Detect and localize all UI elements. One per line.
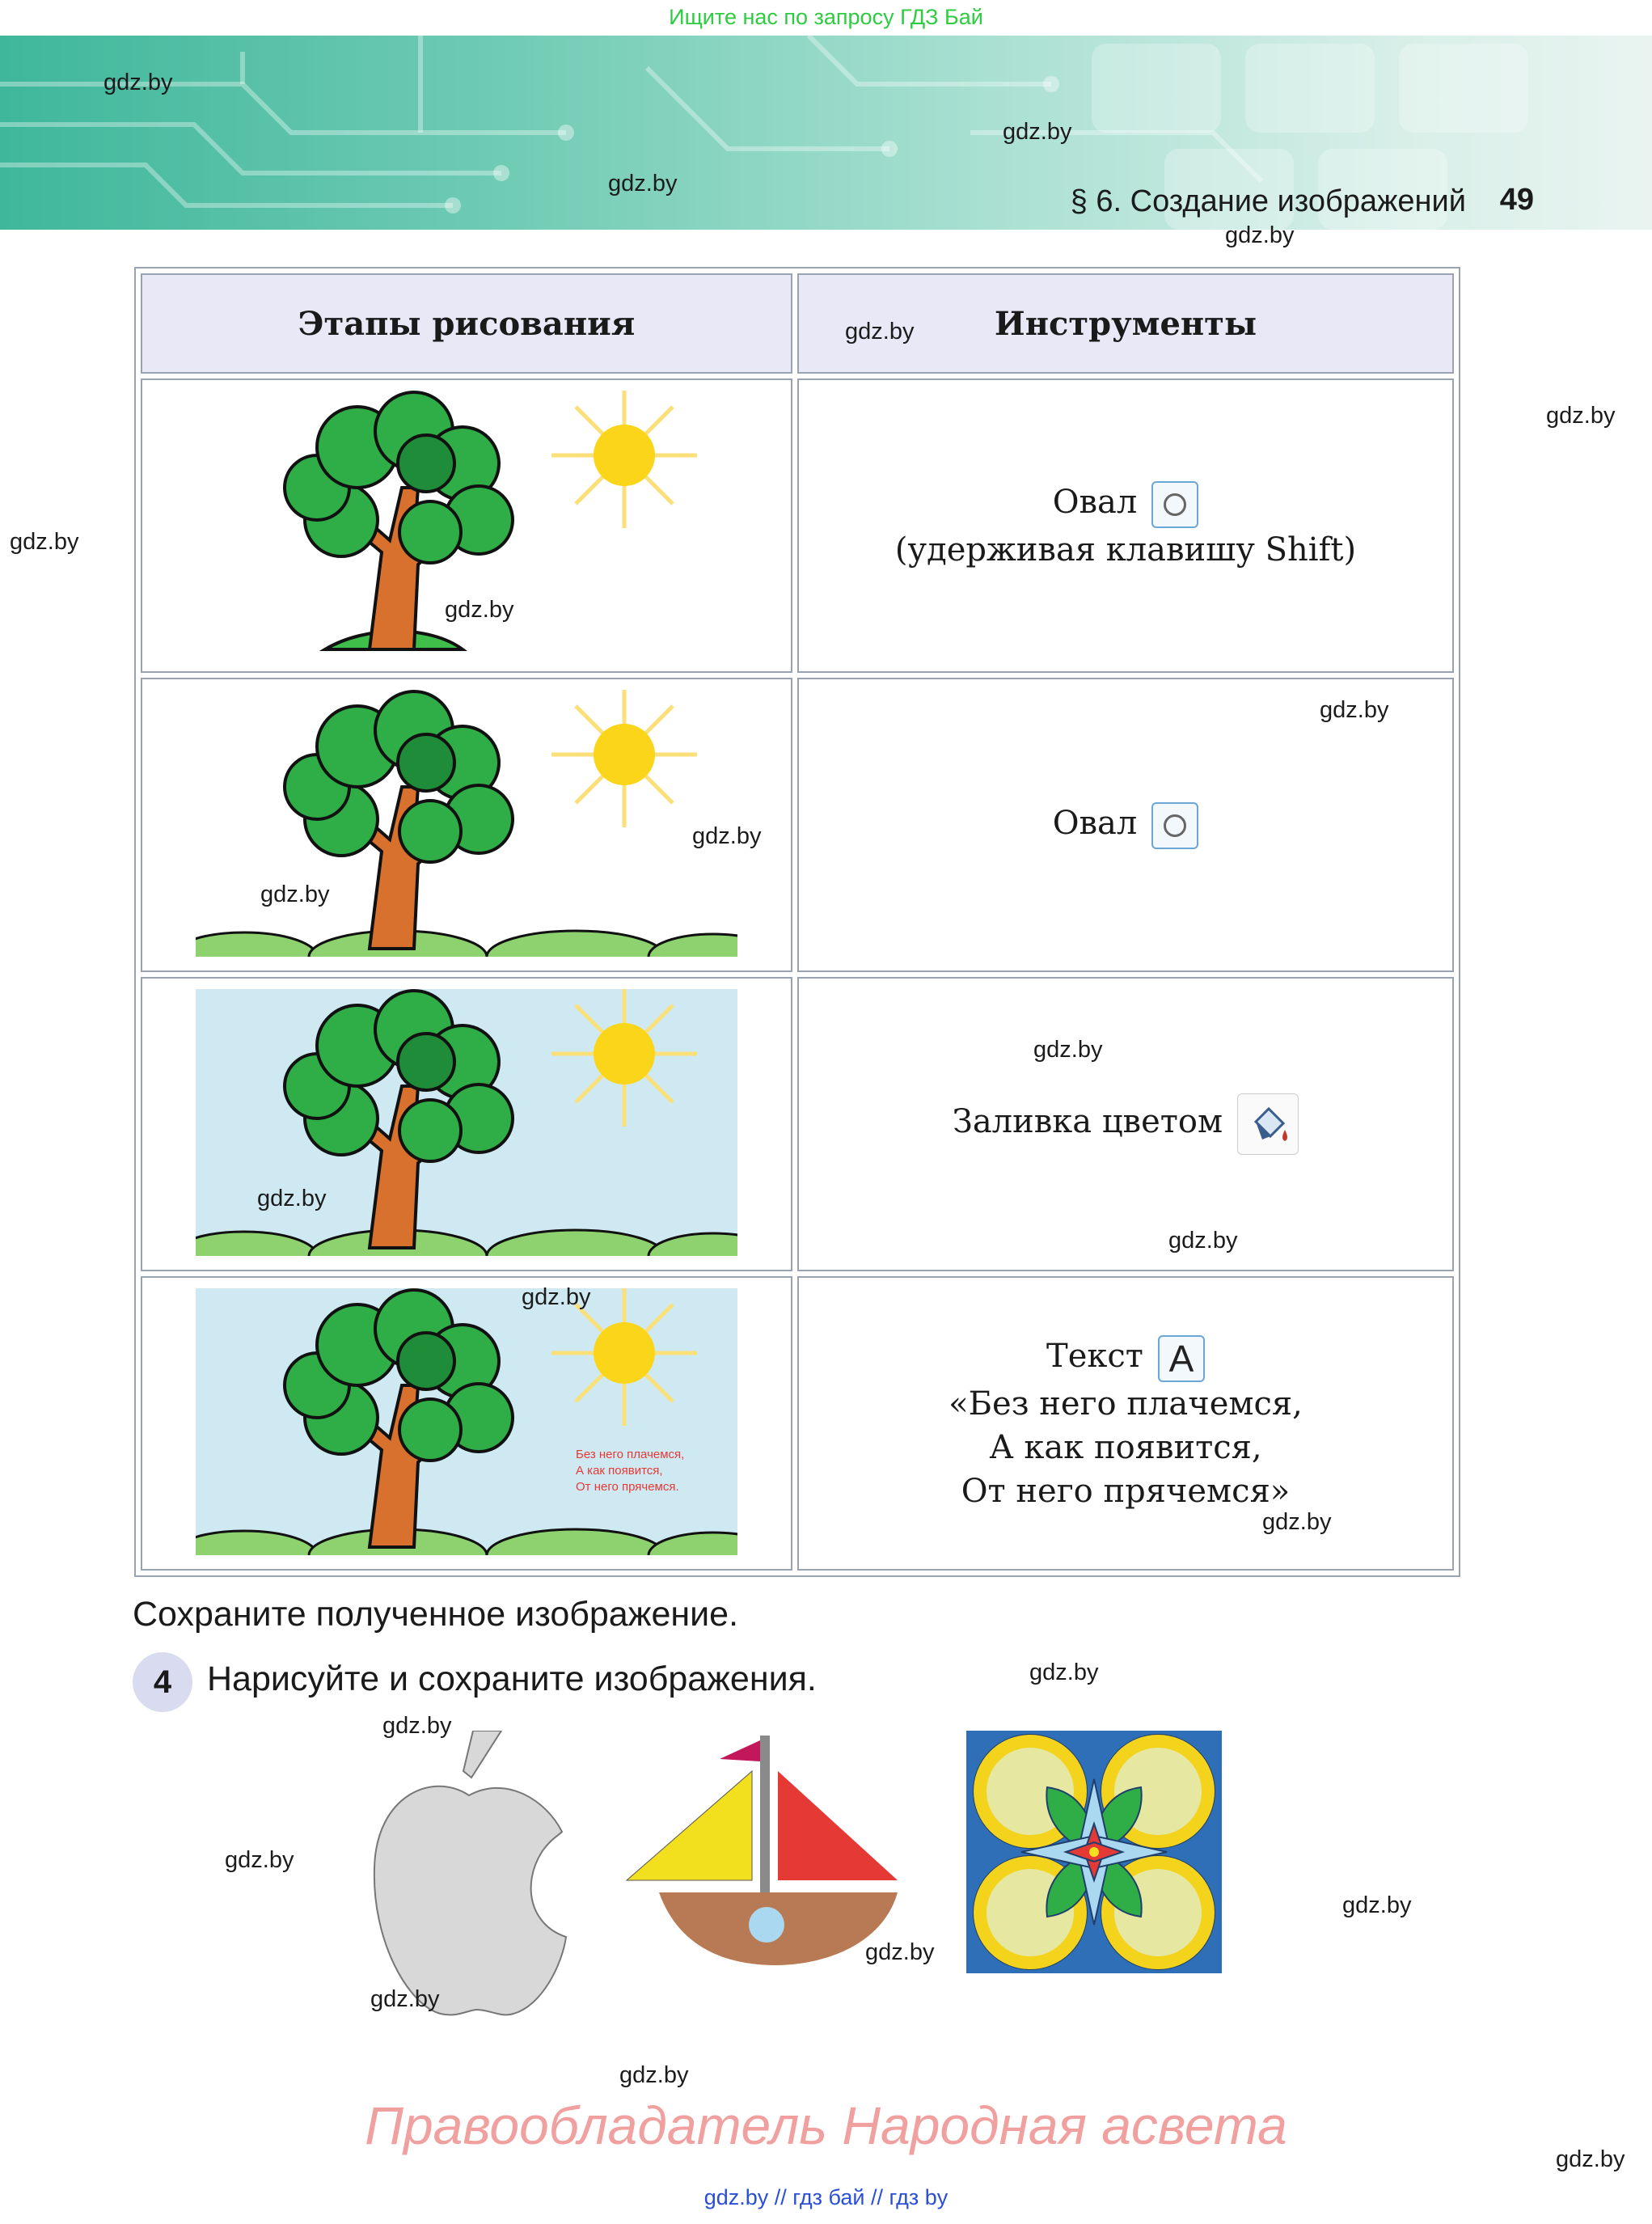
tool-name: Овал [1052, 483, 1138, 521]
watermark: gdz.by [1029, 1660, 1099, 1685]
header-stages: Этапы рисования [141, 273, 792, 374]
fill-bucket-icon[interactable] [1237, 1093, 1299, 1155]
watermark: gdz.by [382, 1713, 452, 1739]
oval-tool-icon[interactable] [1151, 802, 1198, 849]
watermark: gdz.by [692, 823, 762, 849]
watermark: gdz.by [1556, 2146, 1625, 2172]
watermark: gdz.by [1225, 222, 1295, 248]
text-tool-icon[interactable]: A [1158, 1335, 1205, 1382]
watermark: gdz.by [1320, 697, 1389, 723]
riddle-line: «Без него плачемся, [949, 1385, 1303, 1423]
svg-text:Без него плачемся,: Без него плачемся, [576, 1447, 685, 1461]
watermark: gdz.by [1342, 1892, 1412, 1918]
watermark: gdz.by [522, 1284, 591, 1310]
watermark: gdz.by [845, 319, 915, 345]
watermark: gdz.by [1033, 1037, 1103, 1063]
task-number-badge: 4 [133, 1652, 192, 1712]
drawing-steps-table [134, 267, 1460, 1577]
tree-sun-stage-3-image [196, 989, 737, 1256]
watermark: gdz.by [225, 1847, 294, 1873]
top-search-note: Ищите нас по запросу ГДЗ Бай [669, 5, 983, 29]
stage-image-cell [141, 1276, 792, 1571]
tool-name: Овал [1052, 804, 1138, 842]
table-row [141, 678, 1454, 972]
watermark: gdz.by [104, 70, 173, 95]
tool-name: Текст [1046, 1337, 1143, 1375]
task-text: Нарисуйте и сохраните изображения. [207, 1660, 817, 1698]
table-row [141, 1276, 1454, 1571]
stage-image-cell [141, 378, 792, 673]
table-row [141, 378, 1454, 673]
table-row [141, 977, 1454, 1271]
riddle-line: А как появится, [989, 1428, 1262, 1466]
watermark: gdz.by [865, 1939, 935, 1965]
watermark: gdz.by [10, 529, 79, 555]
watermark: gdz.by [260, 882, 330, 907]
tool-cell [797, 378, 1454, 673]
watermark: gdz.by [1546, 403, 1616, 429]
riddle-line: От него прячемся» [961, 1472, 1291, 1510]
svg-text:А как появится,: А как появится, [576, 1463, 663, 1478]
tool-name: Заливка цветом [952, 1103, 1223, 1140]
table-header-row [141, 273, 1454, 374]
watermark: gdz.by [445, 597, 514, 623]
tree-sun-stage-2-image [196, 690, 737, 957]
watermark: gdz.by [257, 1186, 327, 1211]
page-number: 49 [1499, 183, 1534, 217]
watermark: gdz.by [1168, 1228, 1238, 1254]
tool-cell [797, 977, 1454, 1271]
oval-tool-icon[interactable] [1151, 481, 1198, 528]
watermark: gdz.by [1003, 119, 1072, 145]
footer-links[interactable]: gdz.by // гдз бай // гдз by [703, 2185, 949, 2209]
apple-shape-icon [368, 1731, 570, 2030]
mosaic-pattern-icon [966, 1731, 1222, 1973]
save-instruction: Сохраните полученное изображение. [133, 1595, 739, 1634]
watermark: gdz.by [608, 171, 678, 197]
sailboat-icon [623, 1731, 906, 1973]
rights-holder: Правообладатель Народная асвета [365, 2095, 1287, 2155]
tool-note: (удерживая клавишу Shift) [894, 531, 1357, 569]
watermark: gdz.by [1262, 1509, 1332, 1535]
header-tools: Инструменты [797, 273, 1454, 374]
stage-image-cell [141, 977, 792, 1271]
svg-text:От него прячемся.: От него прячемся. [576, 1479, 679, 1494]
running-head: § 6. Создание изображений [1070, 184, 1466, 218]
watermark: gdz.by [619, 2062, 689, 2088]
tree-sun-stage-4-image [196, 1288, 737, 1555]
tool-cell [797, 1276, 1454, 1571]
watermark: gdz.by [370, 1986, 440, 2012]
